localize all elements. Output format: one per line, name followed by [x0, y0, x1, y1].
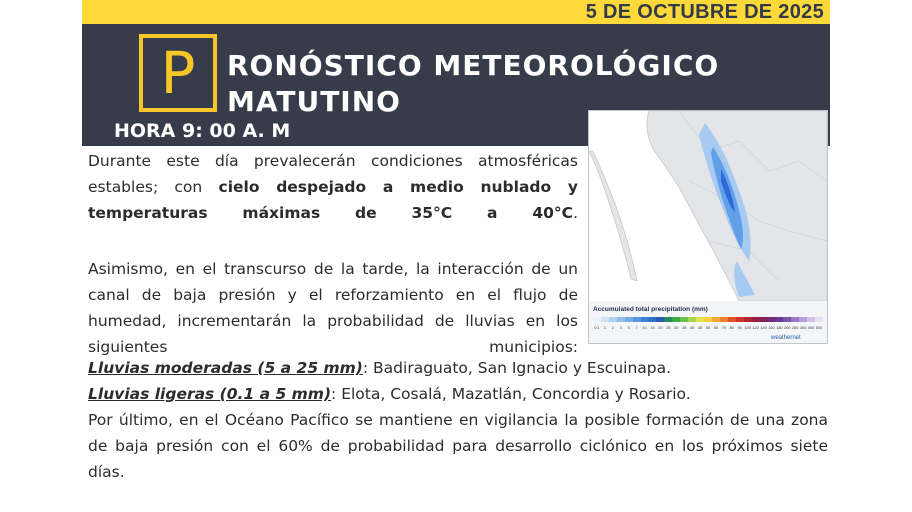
scale-tick-label: 200: [784, 326, 791, 330]
scale-tick-label: 140: [760, 326, 767, 330]
scale-swatch: [752, 317, 760, 322]
scale-tick-label: 180: [776, 326, 783, 330]
forecast-time: HORA 9: 00 A. M: [114, 120, 291, 142]
scale-tick-label: 0.1: [594, 326, 600, 330]
light-rain-text: : Elota, Cosalá, Mazatlán, Concordia y Rosario.: [331, 385, 691, 403]
scale-tick-label: 10: [642, 326, 647, 330]
light-rain-line: [88, 381, 828, 407]
scale-swatch: [744, 317, 752, 322]
scale-tick-label: 70: [721, 326, 726, 330]
paragraph-intro: [88, 148, 578, 226]
scale-tick-label: 160: [768, 326, 775, 330]
scale-swatch: [704, 317, 712, 322]
afternoon-text: Asimismo, en el transcurso de la tarde, la interacción de un canal de baja presión y el reforzamiento en el flujo de humedad, incrementarán la probabilidad de lluvias en los siguientes municipios:: [88, 260, 578, 356]
scale-swatch: [601, 317, 609, 322]
scale-tick-label: 250: [792, 326, 799, 330]
paragraph-pacific: [88, 407, 828, 485]
scale-swatch: [633, 317, 641, 322]
scale-tick-label: 15: [650, 326, 655, 330]
intro-text: Durante este día prevalecerán condiciones atmosféricas estables; con: [88, 152, 578, 196]
map-brand: weathernet: [771, 335, 801, 341]
scale-tick-label: 90: [737, 326, 742, 330]
scale-swatch: [728, 317, 736, 322]
date-bar: [82, 0, 830, 24]
scale-swatch: [760, 317, 768, 322]
scale-swatch: [649, 317, 657, 322]
scale-swatch: [688, 317, 696, 322]
date-label: 5 DE OCTUBRE DE 2025: [585, 1, 824, 23]
scale-tick-label: 500: [815, 326, 823, 330]
scale-tick-label: 5: [627, 326, 630, 330]
moderate-rain-text: : Badiraguato, San Ignacio y Escuinapa.: [362, 359, 672, 377]
title-initial-box: [139, 34, 217, 112]
scale-swatch: [696, 317, 704, 322]
scale-tick-label: 400: [807, 326, 815, 330]
scale-tick-label: 80: [729, 326, 734, 330]
intro-end: .: [573, 204, 578, 222]
scale-tick-label: 35: [682, 326, 687, 330]
scale-tick-label: 7: [635, 326, 638, 330]
scale-swatch: [791, 317, 799, 322]
scale-swatch: [641, 317, 649, 322]
precipitation-map: [588, 110, 828, 344]
scale-swatch: [815, 317, 823, 322]
scale-swatch: [736, 317, 744, 322]
scale-tick-label: 120: [752, 326, 759, 330]
pacific-text: Por último, en el Océano Pacífico se mantiene en vigilancia la posible formación de una zona de baja presión con el 60% de probabilidad para desarrollo ciclónico en los próximos siete días.: [88, 411, 828, 481]
scale-tick-label: 3: [619, 326, 622, 330]
scale-swatch: [783, 317, 791, 322]
scale-tick-label: 100: [744, 326, 751, 330]
scale-swatch: [712, 317, 720, 322]
scale-swatch: [680, 317, 688, 322]
scale-swatch: [799, 317, 807, 322]
scale-swatch: [617, 317, 625, 322]
scale-tick-label: 2: [611, 326, 614, 330]
intro-highlight: cielo despejado a medio nublado y temperaturas máximas de 35°C a 40°C: [88, 178, 578, 222]
moderate-rain-label: Lluvias moderadas (5 a 25 mm): [88, 359, 363, 377]
scale-tick-label: 45: [697, 326, 703, 330]
scale-swatch: [609, 317, 617, 322]
precipitation-map-graphic: [589, 111, 827, 343]
moderate-rain-line: [88, 355, 828, 381]
map-legend-title: Accumulated total precipitation (mm): [593, 306, 708, 313]
scale-swatch: [807, 317, 815, 322]
scale-tick-label: 20: [658, 326, 663, 330]
scale-tick-label: 30: [674, 326, 679, 330]
scale-tick-label: 25: [666, 326, 671, 330]
scale-tick-label: 300: [799, 326, 807, 330]
scale-swatch: [672, 317, 680, 322]
scale-tick-label: 60: [713, 326, 719, 330]
scale-swatch: [593, 317, 601, 322]
scale-swatch: [664, 317, 672, 322]
scale-swatch: [656, 317, 664, 322]
scale-swatch: [767, 317, 775, 322]
page-title: RONÓSTICO METEOROLÓGICO MATUTINO: [227, 49, 720, 118]
scale-swatch: [625, 317, 633, 322]
paragraph-afternoon: [88, 256, 578, 360]
title-initial: P: [160, 39, 196, 107]
scale-swatch: [775, 317, 783, 322]
scale-tick-label: 50: [705, 326, 711, 330]
scale-swatch: [720, 317, 728, 322]
light-rain-label: Lluvias ligeras (0.1 a 5 mm): [88, 385, 332, 403]
scale-tick-label: 40: [690, 326, 695, 330]
scale-tick-label: 1: [603, 326, 606, 330]
